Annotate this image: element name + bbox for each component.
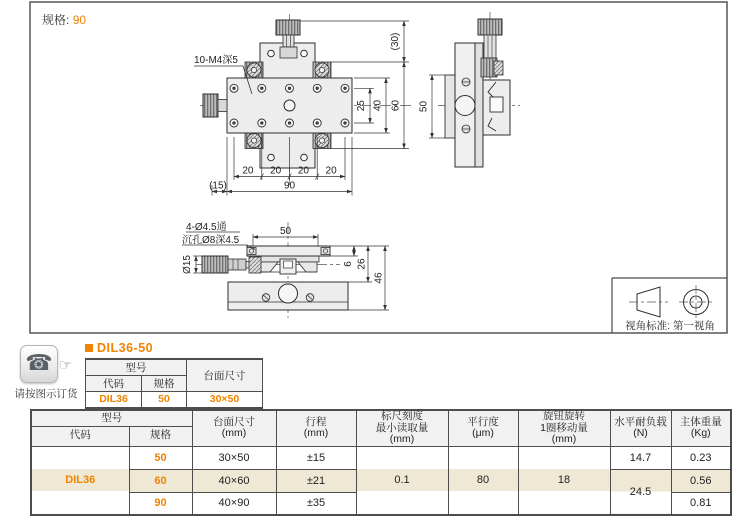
spec-header-size-line1: 台面尺寸 xyxy=(213,415,255,428)
dim-46: 46 xyxy=(373,272,385,284)
front-hole-note-2: 沉孔Ø8深4.5 xyxy=(182,235,240,246)
knob-travel: 18 xyxy=(518,446,610,515)
product-table-block xyxy=(85,341,263,409)
dim-40: 40 xyxy=(372,99,384,112)
pointing-hand-icon: ☞ xyxy=(59,356,73,374)
spec-header-travel xyxy=(276,410,356,446)
spec-table-block xyxy=(30,409,732,516)
dim-50-side: 50 xyxy=(418,100,430,113)
size-50: 30×50 xyxy=(192,446,276,469)
spec-value: 90 xyxy=(72,13,87,27)
product-header-model: 型号 xyxy=(86,359,187,376)
size-60: 40×60 xyxy=(192,469,276,492)
spec-header-scale-line1: 标尺刻度 xyxy=(381,410,423,422)
spec-header-spec: 规格 xyxy=(129,426,192,446)
load-60-90: 24.5 xyxy=(610,469,671,515)
dim-20-2: 20 xyxy=(270,165,282,177)
spec-code: DIL36 xyxy=(31,446,129,515)
spec-90: 90 xyxy=(129,492,192,515)
product-header-size: 台面尺寸 xyxy=(187,359,263,392)
size-90: 40×90 xyxy=(192,492,276,515)
table-row xyxy=(31,446,731,469)
spec-header-knob-line1: 旋钮旋转 xyxy=(543,410,585,422)
spec-header-weight-unit: (Kg) xyxy=(690,427,711,440)
spec-header-size-unit: (mm) xyxy=(221,427,247,440)
side-view-dimensions xyxy=(429,75,445,138)
spec-header-knob xyxy=(518,410,610,446)
dim-20-1: 20 xyxy=(242,165,254,177)
side-view-drawing xyxy=(438,12,520,167)
projection-label: 视角标准: 第一视角 xyxy=(625,320,715,332)
spec-label-text: 规格: xyxy=(42,13,70,27)
dim-60: 60 xyxy=(390,99,402,112)
weight-50: 0.23 xyxy=(671,446,731,469)
product-title xyxy=(85,341,263,355)
spec-header-load-line1: 水平耐负载 xyxy=(614,415,667,428)
spec-header-code: 代码 xyxy=(31,426,129,446)
spec-header-knob-line2: 1圈移动量 xyxy=(540,421,588,434)
dim-15: (15) xyxy=(209,180,227,192)
product-header-spec: 规格 xyxy=(142,376,187,392)
orange-square-bullet xyxy=(85,344,93,352)
travel-90: ±35 xyxy=(276,492,356,515)
dim-phi15: Ø15 xyxy=(182,255,193,274)
spec-header-parallelism-unit: (μm) xyxy=(472,427,494,440)
product-row xyxy=(86,392,263,408)
dim-26: 26 xyxy=(356,258,368,270)
spec-header-weight xyxy=(671,410,731,446)
scale-min-reading: 0.1 xyxy=(356,446,448,515)
spec-header-scale-line2: 最小读取量 xyxy=(375,421,429,434)
spec-header-load-unit: (N) xyxy=(633,427,648,440)
spec-header-scale-unit: (mm) xyxy=(389,433,415,445)
spec-header-travel-line1: 行程 xyxy=(305,415,327,428)
travel-50: ±15 xyxy=(276,446,356,469)
dim-90: 90 xyxy=(283,180,296,192)
order-caption: 请按图示订货 xyxy=(14,388,78,400)
travel-60: ±21 xyxy=(276,469,356,492)
parallelism: 80 xyxy=(448,446,518,515)
weight-60: 0.56 xyxy=(671,469,731,492)
spec-60: 60 xyxy=(129,469,192,492)
dim-30: (30) xyxy=(390,32,401,51)
dim-25: 25 xyxy=(356,100,367,112)
spec-header-model: 型号 xyxy=(31,410,192,426)
product-table xyxy=(85,358,263,409)
spec-header-parallelism xyxy=(448,410,518,446)
product-code: DIL36 xyxy=(86,392,142,408)
weight-90: 0.81 xyxy=(671,492,731,515)
front-hole-note-1: 4-Ø4.5通 xyxy=(186,222,227,233)
thread-note: 10-M4深5 xyxy=(194,55,238,66)
spec-header-weight-line1: 主体重量 xyxy=(679,415,722,428)
spec-50: 50 xyxy=(129,446,192,469)
order-phone-button[interactable] xyxy=(20,345,58,383)
product-spec: 50 xyxy=(142,392,187,408)
spec-table xyxy=(30,409,732,516)
product-size: 30×50 xyxy=(187,392,263,408)
spec-header-scale xyxy=(356,410,448,446)
product-title-text: DIL36-50 xyxy=(97,341,154,355)
dim-20-3: 20 xyxy=(297,165,309,177)
phone-icon: ☎ xyxy=(25,351,53,376)
product-header-code: 代码 xyxy=(86,376,142,392)
spec-header-load xyxy=(610,410,671,446)
spec-header-travel-unit: (mm) xyxy=(303,427,329,440)
dim-50-front: 50 xyxy=(279,226,292,237)
load-50: 14.7 xyxy=(610,446,671,469)
spec-header-size xyxy=(192,410,276,446)
dim-20-4: 20 xyxy=(325,165,337,177)
spec-header-knob-unit: (mm) xyxy=(551,433,577,445)
spec-header-parallelism-line1: 平行度 xyxy=(467,415,499,428)
dim-6: 6 xyxy=(343,261,354,267)
